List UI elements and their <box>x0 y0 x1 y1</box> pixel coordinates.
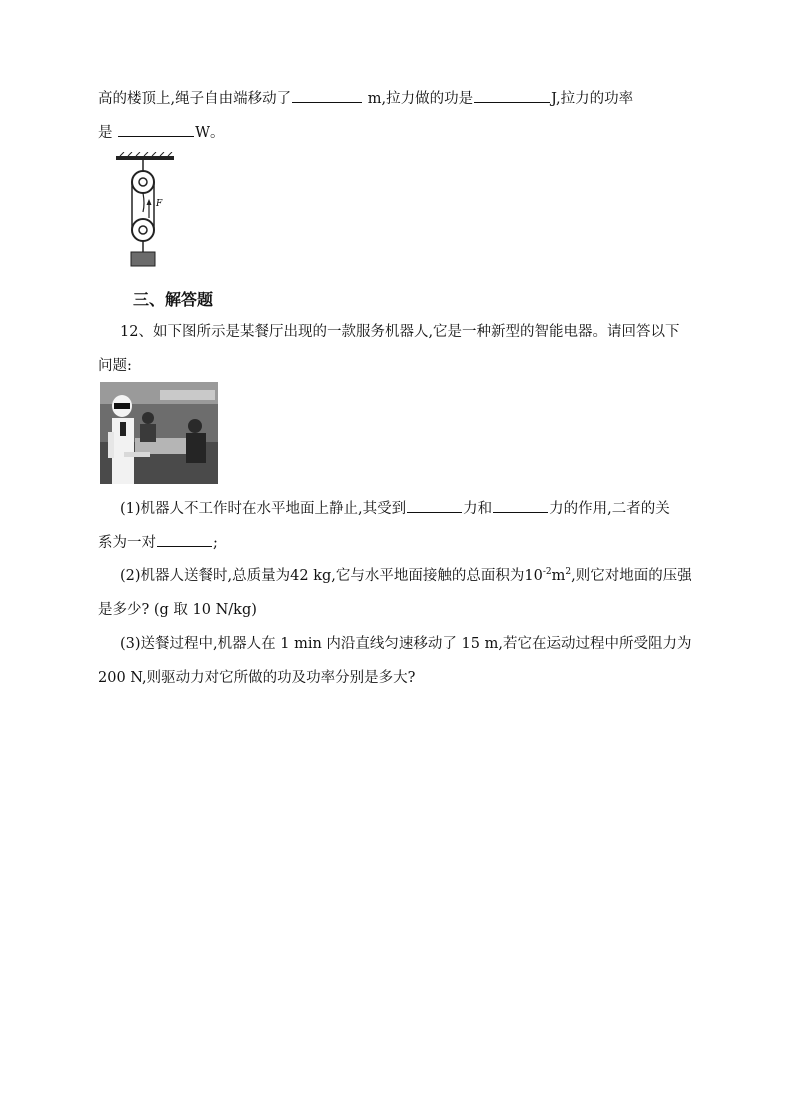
force-label: F <box>156 199 163 209</box>
sub-question-3-line-2: 200 N,则驱动力对它所做的功及功率分别是多大? <box>98 670 416 686</box>
text: (2)机器人送餐时,总质量为42 kg,它与水平地面接触的总面积为10 <box>120 568 543 584</box>
text: 高的楼顶上,绳子自由端移动了 <box>98 91 292 107</box>
text: (1)机器人不工作时在水平地面上静止,其受到 <box>120 501 407 517</box>
text: ; <box>213 535 218 551</box>
text: 力和 <box>463 501 493 517</box>
question-12-line-1: 12、如下图所示是某餐厅出现的一款服务机器人,它是一种新型的智能电器。请回答以下 <box>120 324 680 340</box>
sub-question-1-line-2 <box>98 532 218 553</box>
answer-blank[interactable] <box>407 498 462 513</box>
sub-question-2-line-2: 是多少? (g 取 10 N/kg) <box>98 602 257 618</box>
superscript: 2 <box>565 567 572 578</box>
text: W。 <box>195 125 225 141</box>
superscript: -2 <box>542 567 552 578</box>
section-heading: 三、解答题 <box>133 290 214 309</box>
ceiling <box>116 156 174 160</box>
text: 系为一对 <box>98 535 156 551</box>
sub-question-3-line-1: (3)送餐过程中,机器人在 1 min 内沿直线匀速移动了 15 m,若它在运动过程中所受阻力为 <box>120 636 692 652</box>
text: ,则它对地面的压强 <box>571 568 692 584</box>
pulley-figure <box>112 152 182 270</box>
text: 力的作用,二者的关 <box>549 501 670 517</box>
text: m,拉力做的功是 <box>363 91 474 107</box>
sub-question-1-line-1 <box>120 498 670 519</box>
text: m <box>551 568 566 584</box>
answer-blank[interactable] <box>292 88 362 103</box>
weight-block <box>131 252 155 266</box>
text: J,拉力的功率 <box>551 91 634 107</box>
text-line-2 <box>98 122 225 143</box>
answer-blank[interactable] <box>157 532 212 547</box>
fixed-pulley <box>132 171 154 193</box>
question-12-line-2: 问题: <box>98 358 132 374</box>
text-line-1 <box>98 88 633 109</box>
sub-question-2-line-1 <box>120 566 692 586</box>
answer-blank[interactable] <box>474 88 550 103</box>
answer-blank[interactable] <box>118 122 194 137</box>
answer-blank[interactable] <box>493 498 548 513</box>
text: 是 <box>98 125 118 141</box>
robot-photo <box>100 382 218 484</box>
movable-pulley <box>132 219 154 241</box>
